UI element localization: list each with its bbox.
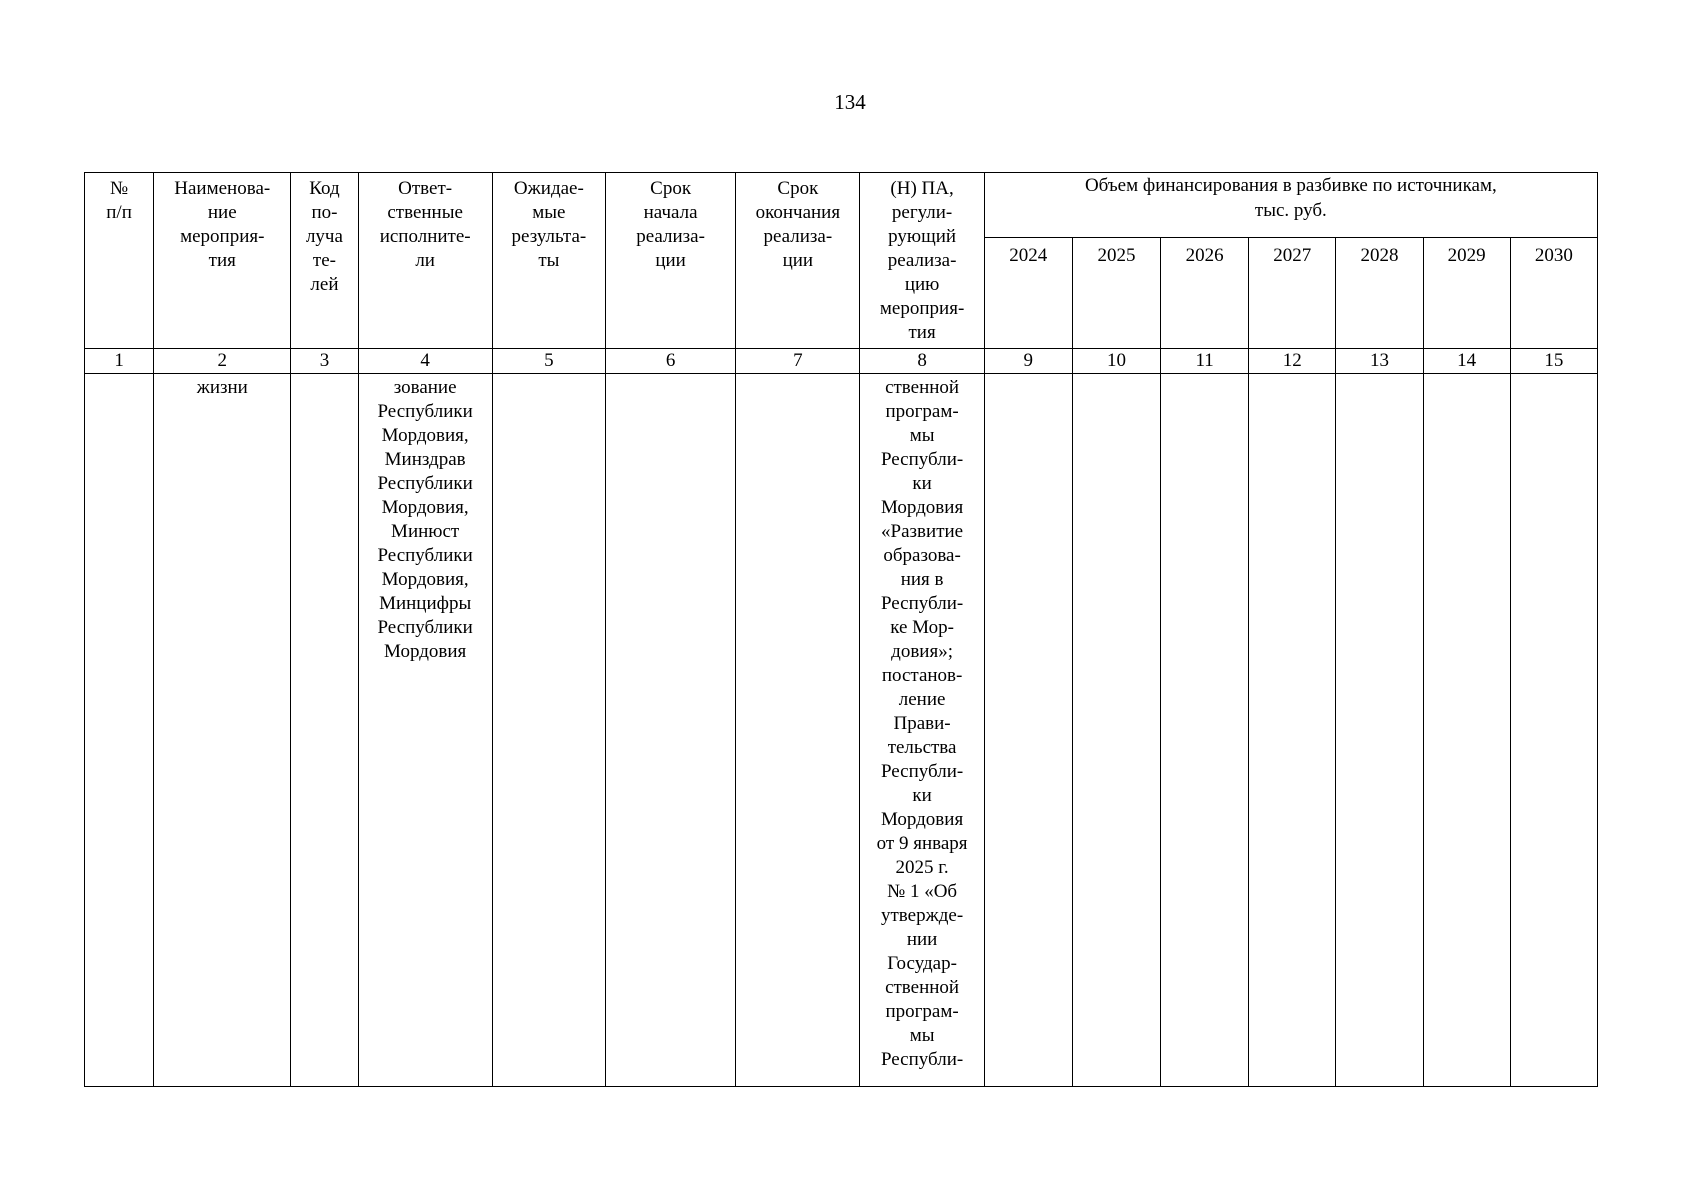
text-line: мы [909,425,935,446]
text-line: Срок [650,178,692,199]
text-line: Срок [777,178,819,199]
text-line: ственной [885,377,960,398]
text-line: Минюст [391,521,460,542]
header-regulating-act [860,173,984,349]
funding-table [84,172,1598,1087]
text-line: ние [207,202,237,223]
cell-expected-results [492,374,605,1087]
column-number: 12 [1249,349,1336,374]
text-line: постанов- [881,665,963,686]
header-year-2025: 2025 [1072,238,1160,349]
text-line: ки [912,473,932,494]
text-line: Мордовия [880,497,964,518]
header-year-2027: 2027 [1249,238,1336,349]
header-end-date [736,173,860,349]
text-line: Минздрав [384,449,466,470]
text-line: исполните- [379,226,471,247]
text-line: мы [909,1025,935,1046]
text-line: № [109,178,129,199]
text-line: Республи- [880,1049,964,1070]
text-line: ты [538,250,560,271]
cell-regulating-act [860,374,984,1087]
text-line: мероприя- [879,298,965,319]
text-line: Мордовия [384,641,467,662]
text-line: Наименова- [174,178,271,199]
text-line: Минцифры [379,593,472,614]
text-line: утвержде- [881,905,964,926]
page-number: 134 [834,90,866,114]
header-expected-results [492,173,605,349]
column-number: 15 [1510,349,1597,374]
text-line: зование [393,377,457,398]
text-line: по- [311,202,338,223]
header-funding-volume [984,173,1597,238]
text-line: тия [908,322,936,343]
text-line: тыс. руб. [1254,200,1327,221]
header-row-top [85,173,1598,238]
text-line: ли [415,250,435,271]
text-line: Ответ- [398,178,453,199]
column-number: 8 [860,349,984,374]
column-number: 2 [154,349,291,374]
header-year-2026: 2026 [1161,238,1249,349]
text-line: довия»; [891,641,953,662]
text-line: Мордовия [880,809,964,830]
text-line: тия [208,250,236,271]
header-responsible-executors [358,173,492,349]
text-line: Республики [377,545,473,566]
cell-funding-2024 [984,374,1072,1087]
cell-funding-2030 [1510,374,1597,1087]
column-number: 11 [1161,349,1249,374]
text-line: нии [906,929,938,950]
column-number: 3 [291,349,358,374]
text-line: (Н) ПА, [890,178,954,199]
cell-start-date [605,374,735,1087]
text-line: п/п [106,202,132,223]
text-line: Республики [377,401,473,422]
column-number: 10 [1072,349,1160,374]
column-number: 4 [358,349,492,374]
text-line: Республики [377,617,473,638]
text-line: те- [312,250,336,271]
column-number: 14 [1423,349,1510,374]
text-line: Объем финансирования в разбивке по источникам, [1084,175,1497,196]
table-row [85,374,1598,1087]
text-line: жизни [196,377,248,398]
text-line: тельства [887,737,957,758]
text-line: Республи- [880,449,964,470]
cell-number [85,374,154,1087]
text-line: Мордовия, [381,425,469,446]
text-line: «Развитие [881,521,964,542]
column-number: 6 [605,349,735,374]
text-line: Мордовия, [381,497,469,518]
text-line: ление [898,689,946,710]
text-line: № 1 «Об [887,881,958,902]
text-line: ственные [387,202,463,223]
cell-recipient-code [291,374,358,1087]
text-line: Мордовия, [381,569,469,590]
cell-funding-2025 [1072,374,1160,1087]
text-line: начала [643,202,698,223]
text-line: Республи- [880,761,964,782]
cell-funding-2028 [1336,374,1423,1087]
text-line: образова- [883,545,961,566]
text-line: регули- [891,202,953,223]
text-line: мые [532,202,566,223]
header-year-2028: 2028 [1336,238,1423,349]
text-line: ции [655,250,686,271]
text-line: ки [912,785,932,806]
text-line: Республики [377,473,473,494]
cell-responsible-executors [358,374,492,1087]
text-line: луча [305,226,343,247]
header-number [85,173,154,349]
text-line: мероприя- [180,226,265,247]
header-year-2030: 2030 [1510,238,1597,349]
cell-funding-2029 [1423,374,1510,1087]
text-line: от 9 января [876,833,968,854]
column-number: 13 [1336,349,1423,374]
header-year-2029: 2029 [1423,238,1510,349]
header-start-date [605,173,735,349]
text-line: реализа- [636,226,705,247]
text-line: лей [310,274,339,295]
text-line: ке Мор- [890,617,954,638]
text-line: рующий [888,226,957,247]
text-line: Ожидае- [513,178,584,199]
text-line: програм- [885,401,959,422]
text-line: окончания [755,202,841,223]
text-line: ния в [900,569,944,590]
text-line: цию [904,274,940,295]
cell-funding-2026 [1161,374,1249,1087]
text-line: ции [782,250,814,271]
column-number: 1 [85,349,154,374]
text-line: Республи- [880,593,964,614]
text-line: програм- [885,1001,959,1022]
text-line: реализа- [887,250,957,271]
text-line: Прави- [893,713,951,734]
column-number: 5 [492,349,605,374]
header-event-name [154,173,291,349]
header-year-2024: 2024 [984,238,1072,349]
text-line: Государ- [887,953,957,974]
column-number: 9 [984,349,1072,374]
cell-end-date [736,374,860,1087]
column-number-row [85,349,1598,374]
header-recipient-code [291,173,358,349]
cell-funding-2027 [1249,374,1336,1087]
text-line: результа- [511,226,587,247]
cell-event-name [154,374,291,1087]
text-line: 2025 г. [895,857,949,878]
text-line: Код [309,178,340,199]
text-line: реализа- [763,226,833,247]
column-number: 7 [736,349,860,374]
text-line: ственной [885,977,960,998]
